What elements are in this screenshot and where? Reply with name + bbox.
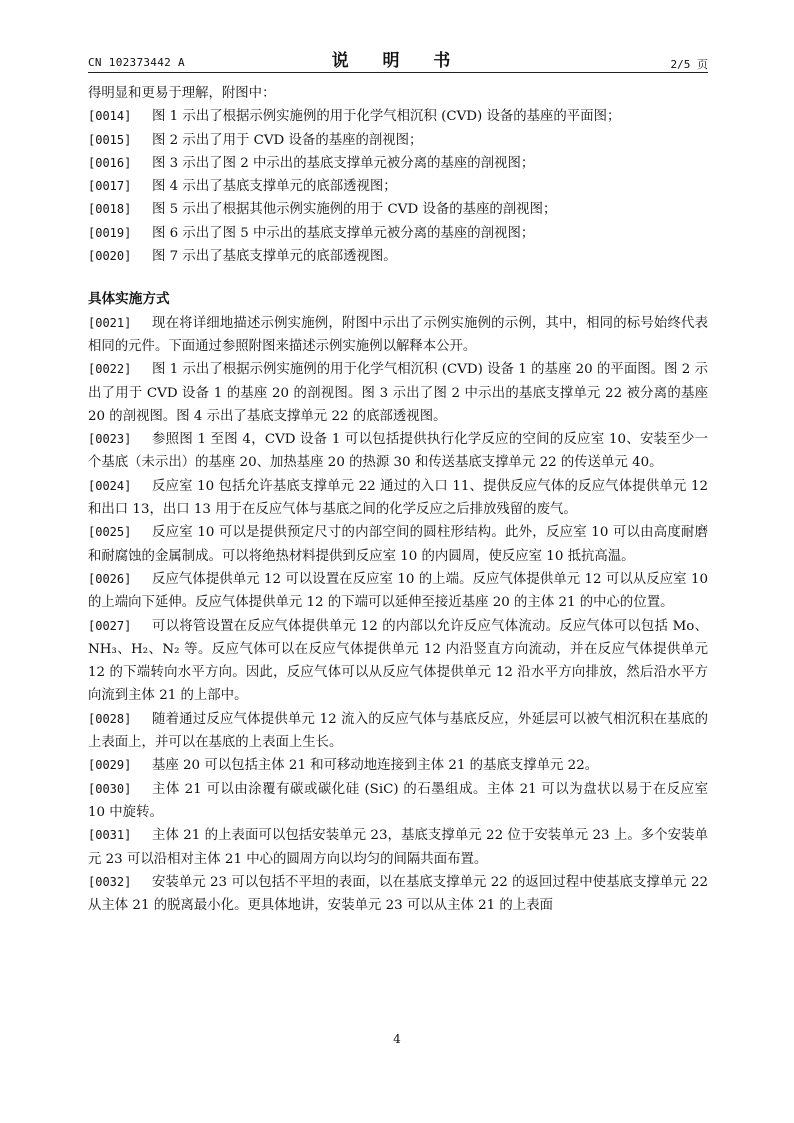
paragraph-number: [0018] <box>88 202 132 217</box>
figure-description: 图 2 示出了用于 CVD 设备的基座的剖视图； <box>152 132 423 148</box>
document-title: 说 明 书 <box>331 51 465 71</box>
figure-description: 图 6 示出了图 5 中示出的基底支撑单元被分离的基座的剖视图； <box>152 225 535 241</box>
paragraph-text: 主体 21 的上表面可以包括安装单元 23，基底支撑单元 22 位于安装单元 23 上。多个安装单元 23 可以沿相对主体 21 中心的圆周方向以均匀的间隔共面布置。 <box>88 828 708 867</box>
page-count: 2/5 页 <box>670 58 708 71</box>
paragraph-text: 主体 21 可以由涂覆有碳或碳化硅 (SiC) 的石墨组成。主体 21 可以为盘状以易于在反应室 10 中旋转。 <box>88 781 708 820</box>
paragraph-number: [0029] <box>88 758 132 773</box>
paragraph-text: 基座 20 可以包括主体 21 和可移动地连接到主体 21 的基底支撑单元 22。 <box>152 758 599 774</box>
paragraph-number: [0016] <box>88 155 132 170</box>
paragraph-number: [0023] <box>88 432 132 447</box>
paragraph <box>88 312 708 359</box>
paragraph-list <box>88 312 708 918</box>
paragraph <box>88 754 708 777</box>
document-body <box>88 82 708 917</box>
page-header <box>88 46 708 72</box>
paragraph-text: 反应室 10 包括允许基底支撑单元 22 通过的入口 11、提供反应气体的反应气体提供单元 12 和出口 13，出口 13 用于在反应气体与基底之间的化学反应之后排放残留的废气。 <box>88 478 708 518</box>
paragraph-text: 图 1 示出了根据示例实施例的用于化学气相沉积 (CVD) 设备 1 的基座 20 的平面图。图 2 示出了用于 CVD 设备 1 的基座 20 的剖视图。图 3 示出了图 2 中示出的基底支撑单元 22 被分离的基座 20 的剖视图。图 4 示出了基底支撑单元 22 的底部透视图。 <box>88 362 708 424</box>
paragraph-number: [0014] <box>88 109 132 124</box>
paragraph-number: [0022] <box>88 362 132 377</box>
figure-list <box>88 105 708 268</box>
figure-description: 图 1 示出了根据示例实施例的用于化学气相沉积 (CVD) 设备的基座的平面图； <box>152 109 621 125</box>
paragraph <box>88 568 708 615</box>
paragraph-number: [0030] <box>88 781 132 796</box>
paragraph-number: [0027] <box>88 618 132 633</box>
figure-description: 图 4 示出了基底支撑单元的底部透视图； <box>152 179 397 195</box>
paragraph-number: [0020] <box>88 249 132 264</box>
paragraph <box>88 428 708 475</box>
figure-item <box>88 198 708 221</box>
paragraph-number: [0017] <box>88 179 132 194</box>
section-heading: 具体实施方式 <box>88 291 170 308</box>
paragraph-number: [0021] <box>88 315 132 330</box>
figure-item <box>88 152 708 175</box>
figure-description: 图 5 示出了根据其他示例实施例的用于 CVD 设备的基座的剖视图； <box>152 202 557 218</box>
figure-description: 图 3 示出了图 2 中示出的基底支撑单元被分离的基座的剖视图； <box>152 155 535 171</box>
paragraph <box>88 615 708 708</box>
paragraph <box>88 824 708 871</box>
paragraph-text: 反应气体提供单元 12 可以设置在反应室 10 的上端。反应气体提供单元 12 可以从反应室 10 的上端向下延伸。反应气体提供单元 12 的下端可以延伸至接近基座 20 的主体 21 的中心的位置。 <box>88 571 708 611</box>
paragraph-number: [0032] <box>88 874 132 889</box>
figure-item <box>88 222 708 245</box>
paragraph-number: [0028] <box>88 711 132 726</box>
paragraph-number: [0015] <box>88 132 132 147</box>
paragraph-text: 随着通过反应气体提供单元 12 流入的反应气体与基底反应，外延层可以被气相沉积在基底的上表面上，并可以在基底的上表面上生长。 <box>88 711 708 751</box>
paragraph <box>88 871 708 918</box>
paragraph-number: [0031] <box>88 828 132 843</box>
paragraph-text: 参照图 1 至图 4，CVD 设备 1 可以包括提供执行化学反应的空间的反应室 10、安装至少一个基底（未示出）的基座 20、加热基座 20 的热源 30 和传送基底支撑单元 22 的传送单元 40。 <box>88 432 708 471</box>
paragraph <box>88 475 708 522</box>
paragraph <box>88 358 708 428</box>
paragraph-text: 反应室 10 可以是提供预定尺寸的内部空间的圆柱形结构。此外，反应室 10 可以由高度耐磨和耐腐蚀的金属制成。可以将绝热材料提供到反应室 10 的内圆周，使反应室 10 抵抗高温。 <box>88 525 708 564</box>
paragraph <box>88 778 708 825</box>
paragraph-text: 安装单元 23 可以包括不平坦的表面，以在基底支撑单元 22 的返回过程中使基底支撑单元 22 从主体 21 的脱离最小化。更具体地讲，安装单元 23 可以从主体 21 的上表面 <box>88 874 708 914</box>
paragraph-number: [0025] <box>88 525 132 540</box>
figure-description: 图 7 示出了基底支撑单元的底部透视图。 <box>152 249 397 265</box>
patent-number: CN 102373442 A <box>88 56 185 69</box>
intro-line: 得明显和更易于理解，附图中： <box>88 86 276 101</box>
paragraph-text: 可以将管设置在反应气体提供单元 12 的内部以允许反应气体流动。反应气体可以包括 Mo、NH₃、H₂、N₂ 等。反应气体可以在反应气体提供单元 12 内沿竖直方向流动，并在反应气体提供单元 12 的下端转向水平方向。因此，反应气体可以从反应气体提供单元 12 沿水平方向排放，然后沿水平方向流到主体 21 的上部中。 <box>88 618 708 704</box>
figure-item <box>88 175 708 198</box>
figure-item <box>88 105 708 128</box>
figure-item <box>88 245 708 268</box>
paragraph <box>88 708 708 755</box>
page-number: 4 <box>393 1032 401 1046</box>
paragraph <box>88 521 708 568</box>
header-divider <box>88 72 708 73</box>
paragraph-number: [0019] <box>88 225 132 240</box>
paragraph-number: [0026] <box>88 571 132 586</box>
paragraph-text: 现在将详细地描述示例实施例，附图中示出了示例实施例的示例，其中，相同的标号始终代表相同的元件。下面通过参照附图来描述示例实施例以解释本公开。 <box>88 315 708 354</box>
paragraph-number: [0024] <box>88 478 132 493</box>
figure-item <box>88 129 708 152</box>
